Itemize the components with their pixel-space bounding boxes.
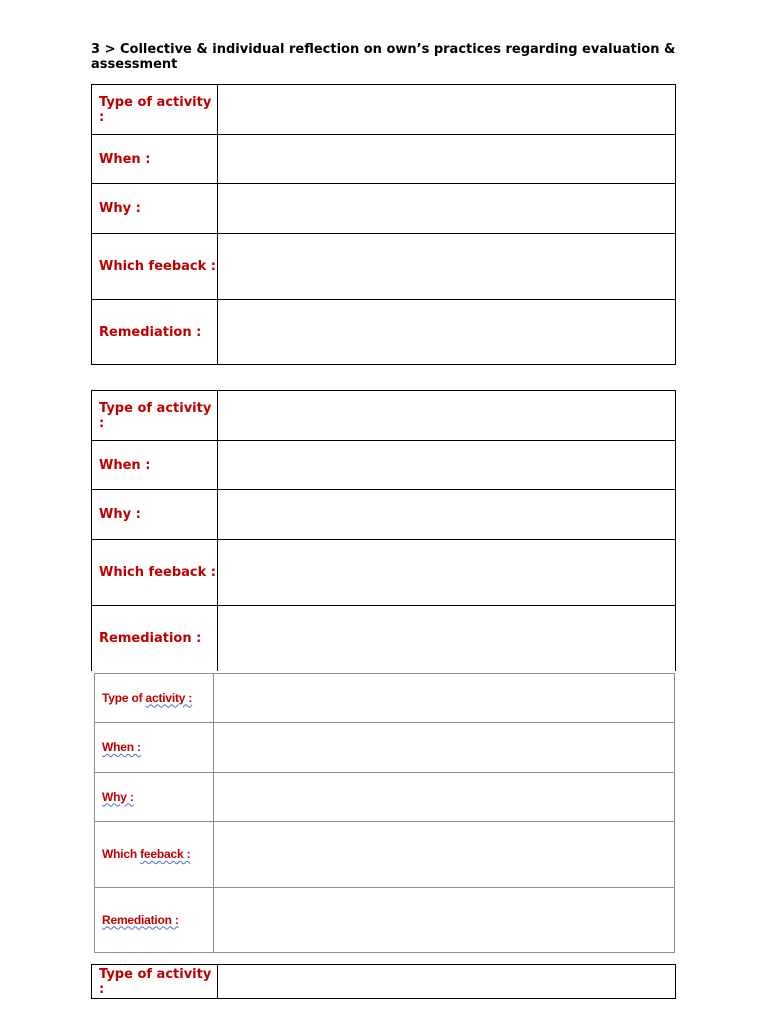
reflection-table-4 — [91, 964, 676, 999]
row-label-type-of-activity: Type of activity : — [92, 391, 218, 441]
row-value-type-of-activity[interactable] — [218, 85, 676, 135]
row-label-type-of-activity: Type of activity : — [92, 85, 218, 135]
table-row — [92, 606, 676, 671]
row-value-why[interactable] — [218, 490, 676, 540]
section-heading: 3 > Collective & individual reflection on own’s practices regarding evaluation & assessment — [91, 42, 676, 72]
row-value-why[interactable] — [218, 184, 676, 234]
table-row — [95, 674, 675, 723]
row-label-why — [95, 773, 214, 822]
table-row — [92, 540, 676, 606]
spellcheck-underlined-text: activity : — [145, 690, 193, 705]
row-label-remediation — [95, 888, 214, 953]
row-value-when[interactable] — [214, 723, 675, 773]
row-value-remediation[interactable] — [218, 606, 676, 671]
row-value-type-of-activity[interactable] — [218, 965, 676, 999]
row-value-remediation[interactable] — [218, 300, 676, 365]
row-label-when — [95, 723, 214, 773]
row-value-why[interactable] — [214, 773, 675, 822]
reflection-table-2 — [91, 390, 676, 671]
table-row — [92, 300, 676, 365]
spellcheck-underlined-text: feeback : — [140, 847, 191, 861]
row-label-why: Why : — [92, 490, 218, 540]
row-value-type-of-activity[interactable] — [218, 391, 676, 441]
row-value-when[interactable] — [218, 135, 676, 184]
row-label-remediation: Remediation : — [92, 606, 218, 671]
table-row — [95, 723, 675, 773]
table-row — [92, 184, 676, 234]
table-row — [92, 135, 676, 184]
row-label-which-feeback — [95, 822, 214, 888]
row-label-remediation: Remediation : — [92, 300, 218, 365]
row-value-which-feeback[interactable] — [218, 234, 676, 300]
row-value-type-of-activity[interactable] — [214, 674, 675, 723]
row-label-type-of-activity — [95, 674, 214, 723]
row-value-which-feeback[interactable] — [218, 540, 676, 606]
reflection-table-3 — [94, 673, 675, 953]
row-label-when: When : — [92, 441, 218, 490]
row-value-which-feeback[interactable] — [214, 822, 675, 888]
row-value-when[interactable] — [218, 441, 676, 490]
row-value-remediation[interactable] — [214, 888, 675, 953]
table-row — [92, 965, 676, 999]
row-label-type-of-activity: Type of activity : — [92, 965, 218, 999]
row-label-which-feeback: Which feeback : — [92, 234, 218, 300]
row-label-why: Why : — [92, 184, 218, 234]
table-row — [95, 822, 675, 888]
label-plain-text: Type of — [102, 690, 146, 705]
table-row — [92, 490, 676, 540]
table-row — [95, 773, 675, 822]
spellcheck-underlined-text: Remediation : — [102, 912, 179, 927]
table-row — [92, 234, 676, 300]
spellcheck-underlined-text: Why : — [102, 789, 134, 804]
reflection-table-1 — [91, 84, 676, 365]
table-row — [95, 888, 675, 953]
table-row — [92, 441, 676, 490]
label-plain-text: Which — [102, 847, 141, 861]
table-row — [92, 391, 676, 441]
row-label-which-feeback: Which feeback : — [92, 540, 218, 606]
table-row — [92, 85, 676, 135]
row-label-when: When : — [92, 135, 218, 184]
spellcheck-underlined-text: When : — [102, 740, 141, 754]
